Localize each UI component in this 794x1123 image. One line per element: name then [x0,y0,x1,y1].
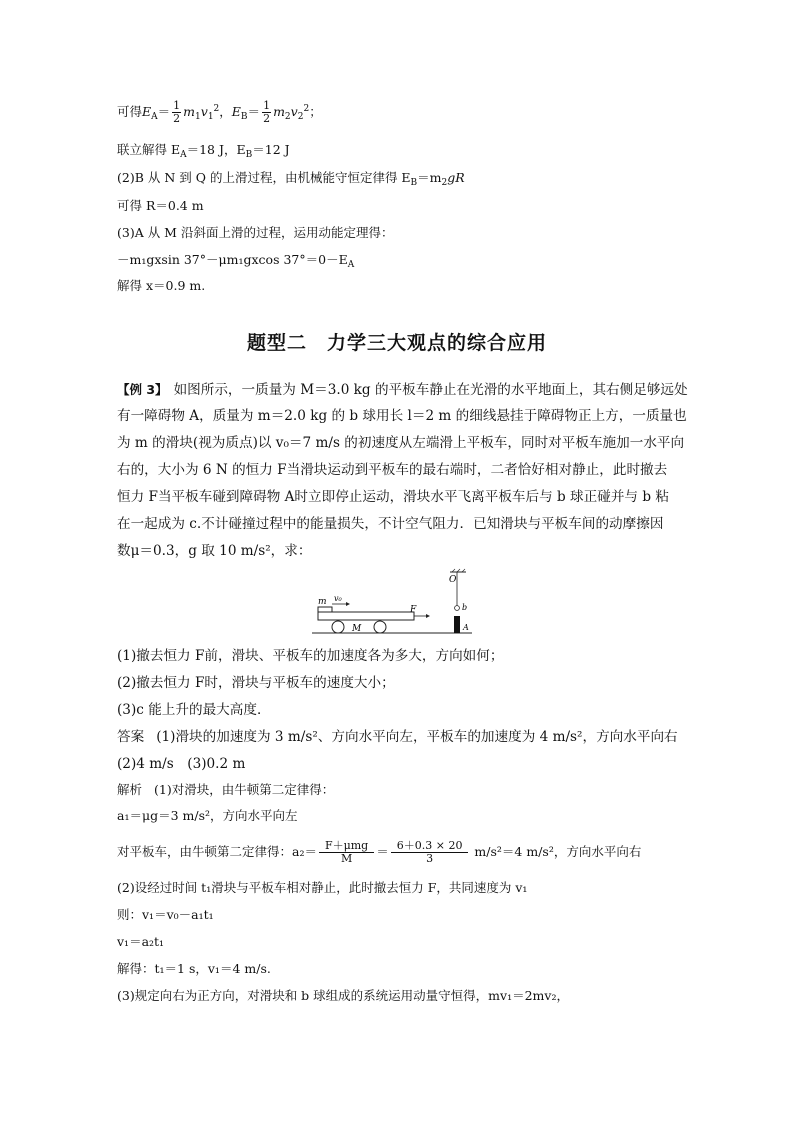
question-1: (1)撤去恒力 F前，滑块、平板车的加速度各为多大，方向如何； [117,648,504,664]
fraction-half-a: $\frac{1}{2}$ [173,99,181,125]
v0-arrowhead [346,602,350,606]
label-m: m [318,597,327,607]
fraction-numeric: $\frac{6+0.3 \times 20}{3}$ [391,840,469,865]
solution-line-6: －m₁gxsin 37°－μm₁gxcos $37^\circ=0-E_A$ [117,252,355,270]
analysis-label: 解析 [117,782,143,797]
label-F: F [410,605,417,615]
analysis-line-7: 解得：t₁＝1 s，v₁＝4 m/s. [117,961,271,976]
label-A: A [463,623,469,632]
solution-line-4: 可得 R＝0.4 m [117,198,204,213]
example-line-6: 在一起成为 c.不计碰撞过程中的能量损失，不计空气阻力．已知滑块与平板车间的动摩擦因 [117,516,664,532]
obstacle-a [454,616,460,633]
answer-line-1: 答案 (1)滑块的加速度为 3 m/s²、方向水平向左，平板车的加速度为 4 m/s²，方向水平向右 [117,729,678,745]
solution-line-2: 联立解得 $E_A=18$ J，$E_B=12$ J [117,142,290,160]
section-title: 题型二 力学三大观点的综合应用 [246,332,547,354]
analysis-line-6: v₁＝a₂t₁ [117,934,165,949]
label-O: O [449,575,457,585]
example-line-4: 右的，大小为 6 N 的恒力 F当滑块运动到平板车的最右端时，二者恰好相对静止，此时撤去 [117,462,668,478]
label-b: b [462,603,468,612]
solution-line-1: 可得$E_A=$ $\frac{1}{2}$ $m_1v_1^2$，$E_B=$ $\frac{1}{2}$ $m_2v_2^2$； [117,99,322,125]
analysis-line-5: 则：v₁＝v₀－a₁t₁ [117,907,214,922]
physics-figure [310,568,490,638]
example-line-5: 恒力 F当平板车碰到障碍物 A时立即停止运动，滑块水平飞离平板车后与 b 球正碰并与 b 粘 [117,489,669,505]
answer-line-2: (2)4 m/s (3)0.2 m [117,756,246,772]
slider-block [318,607,332,612]
question-2: (2)撤去恒力 F时，滑块与平板车的速度大小； [117,675,395,691]
label-M: M [352,624,362,634]
analysis-line-1: 解析 (1)对滑块，由牛顿第二定律得： [117,782,335,797]
ball-b [455,606,460,611]
label-v0: v₀ [334,594,342,603]
analysis-line-2: a₁＝μg＝3 m/s²，方向水平向左 [117,808,298,823]
question-3: (3)c 能上升的最大高度． [117,702,271,718]
example-line-1: 【例 3】 如图所示，一质量为 M＝3.0 kg 的平板车静止在光滑的水平地面上，其右侧足够远处 [117,382,688,398]
example-tag: 【例 3】 [117,382,168,397]
wheel-left [332,621,344,633]
solution-line-5: (3)A 从 M 沿斜面上滑的过程，运用动能定理得： [117,225,394,240]
analysis-line-8: (3)规定向右为正方向，对滑块和 b 球组成的系统运用动量守恒得，mv₁＝2mv₂， [117,988,569,1003]
force-arrowhead [426,614,430,618]
fraction-force: $\frac{\text{F＋μmg}}{M}$ [319,840,374,865]
solution-line-7: 解得 x＝0.9 m. [117,278,206,293]
solution-line-3: (2)B 从 N 到 Q 的上滑过程，由机械能守恒定律得 $E_B=m_2gR$ [117,170,465,188]
example-line-7: 数μ＝0.3，g 取 10 m/s²，求： [117,543,312,559]
cart-board [318,612,414,620]
answer-label: 答案 [117,729,145,745]
analysis-line-3: 对平板车，由牛顿第二定律得：a₂＝ $\frac{\text{F＋μmg}}{M}$ ＝ $\frac{6+0.3 \times 20}{3}$ m/s²＝4 m/s²，方向水平向右 [117,839,642,865]
fraction-half-b: $\frac{1}{2}$ [263,99,271,125]
example-line-3: 为 m 的滑块(视为质点)以 v₀＝7 m/s 的初速度从左端滑上平板车，同时对平板车施加一水平向 [117,435,685,451]
analysis-line-4: (2)设经过时间 t₁滑块与平板车相对静止，此时撤去恒力 F，共同速度为 v₁ [117,880,528,895]
example-line-2: 有一障碍物 A，质量为 m＝2.0 kg 的 b 球用长 l＝2 m 的细线悬挂于障碍物正上方，一质量也 [117,408,687,424]
wheel-right [374,621,386,633]
